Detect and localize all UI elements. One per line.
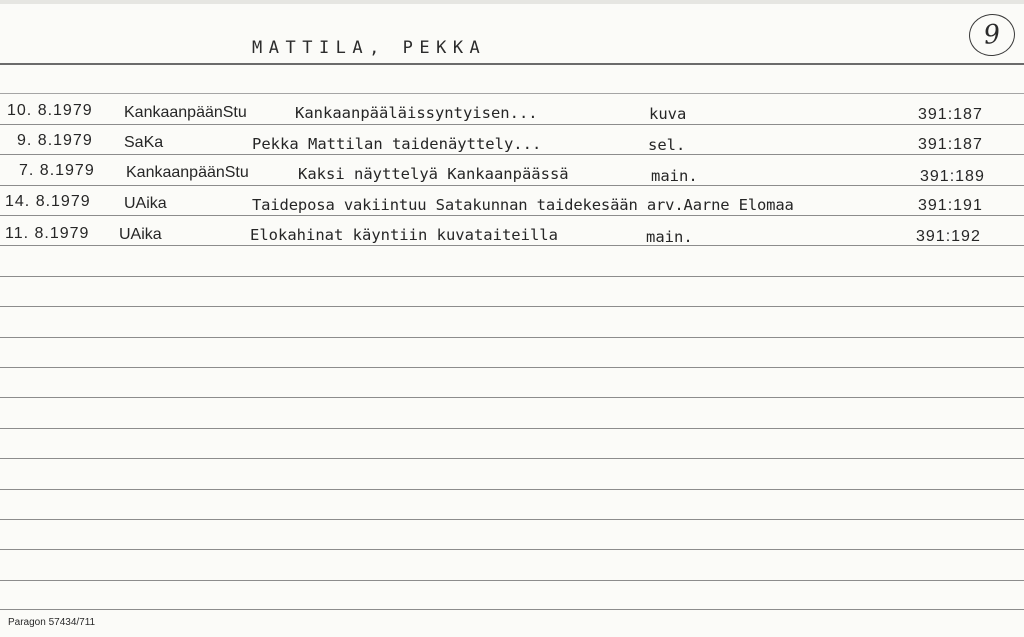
entry-reference: 391:191 [918,197,983,214]
entry-source: KankaanpäänStu [124,104,247,121]
entry-source: KankaanpäänStu [126,164,249,181]
entry-type: sel. [648,136,686,154]
header-rule [0,63,1024,65]
card-number-badge [967,12,1017,59]
ruled-line [0,367,1024,368]
top-edge [0,0,1024,4]
ruled-line [0,489,1024,490]
ruled-line [0,185,1024,186]
entry-title: Taideposa vakiintuu Satakunnan taidekesään arv.Aarne Elomaa [252,196,794,214]
ruled-line [0,276,1024,277]
printer-mark: Paragon 57434/711 [8,617,96,628]
entry-date: 9. 8.1979 [17,132,93,149]
ruled-line [0,428,1024,429]
ruled-line [0,306,1024,307]
entry-title: Pekka Mattilan taidenäyttely... [252,135,542,153]
ruled-line [0,154,1024,155]
entry-type: main. [651,167,698,185]
entry-date: 10. 8.1979 [7,102,93,119]
entry-reference: 391:187 [918,136,983,153]
entry-title: Kankaanpääläissyntyisen... [295,104,538,122]
entry-type: kuva [649,105,687,123]
ruled-line [0,215,1024,216]
entry-source: UAika [124,195,167,212]
ruled-line [0,580,1024,581]
entry-reference: 391:187 [918,106,983,123]
entry-source: SaKa [124,134,164,151]
entry-source: UAika [119,226,162,243]
ruled-line [0,549,1024,550]
ruled-line [0,337,1024,338]
ruled-line [0,519,1024,520]
card-number: 9 [982,19,1002,51]
entry-type: main. [646,228,693,246]
entry-date: 14. 8.1979 [5,193,91,210]
entry-title: Elokahinat käyntiin kuvataiteilla [250,226,558,244]
ruled-line [0,397,1024,398]
entry-reference: 391:192 [916,228,981,245]
ruled-line [0,609,1024,610]
ruled-line [0,458,1024,459]
ruled-line [0,245,1024,246]
ruled-line [0,93,1024,94]
card-title: MATTILA, PEKKA [252,38,487,58]
entry-date: 11. 8.1979 [5,225,90,242]
entry-reference: 391:189 [920,168,985,185]
ruled-line [0,124,1024,125]
entry-date: 7. 8.1979 [19,162,95,179]
entry-title: Kaksi näyttelyä Kankaanpäässä [298,165,569,183]
